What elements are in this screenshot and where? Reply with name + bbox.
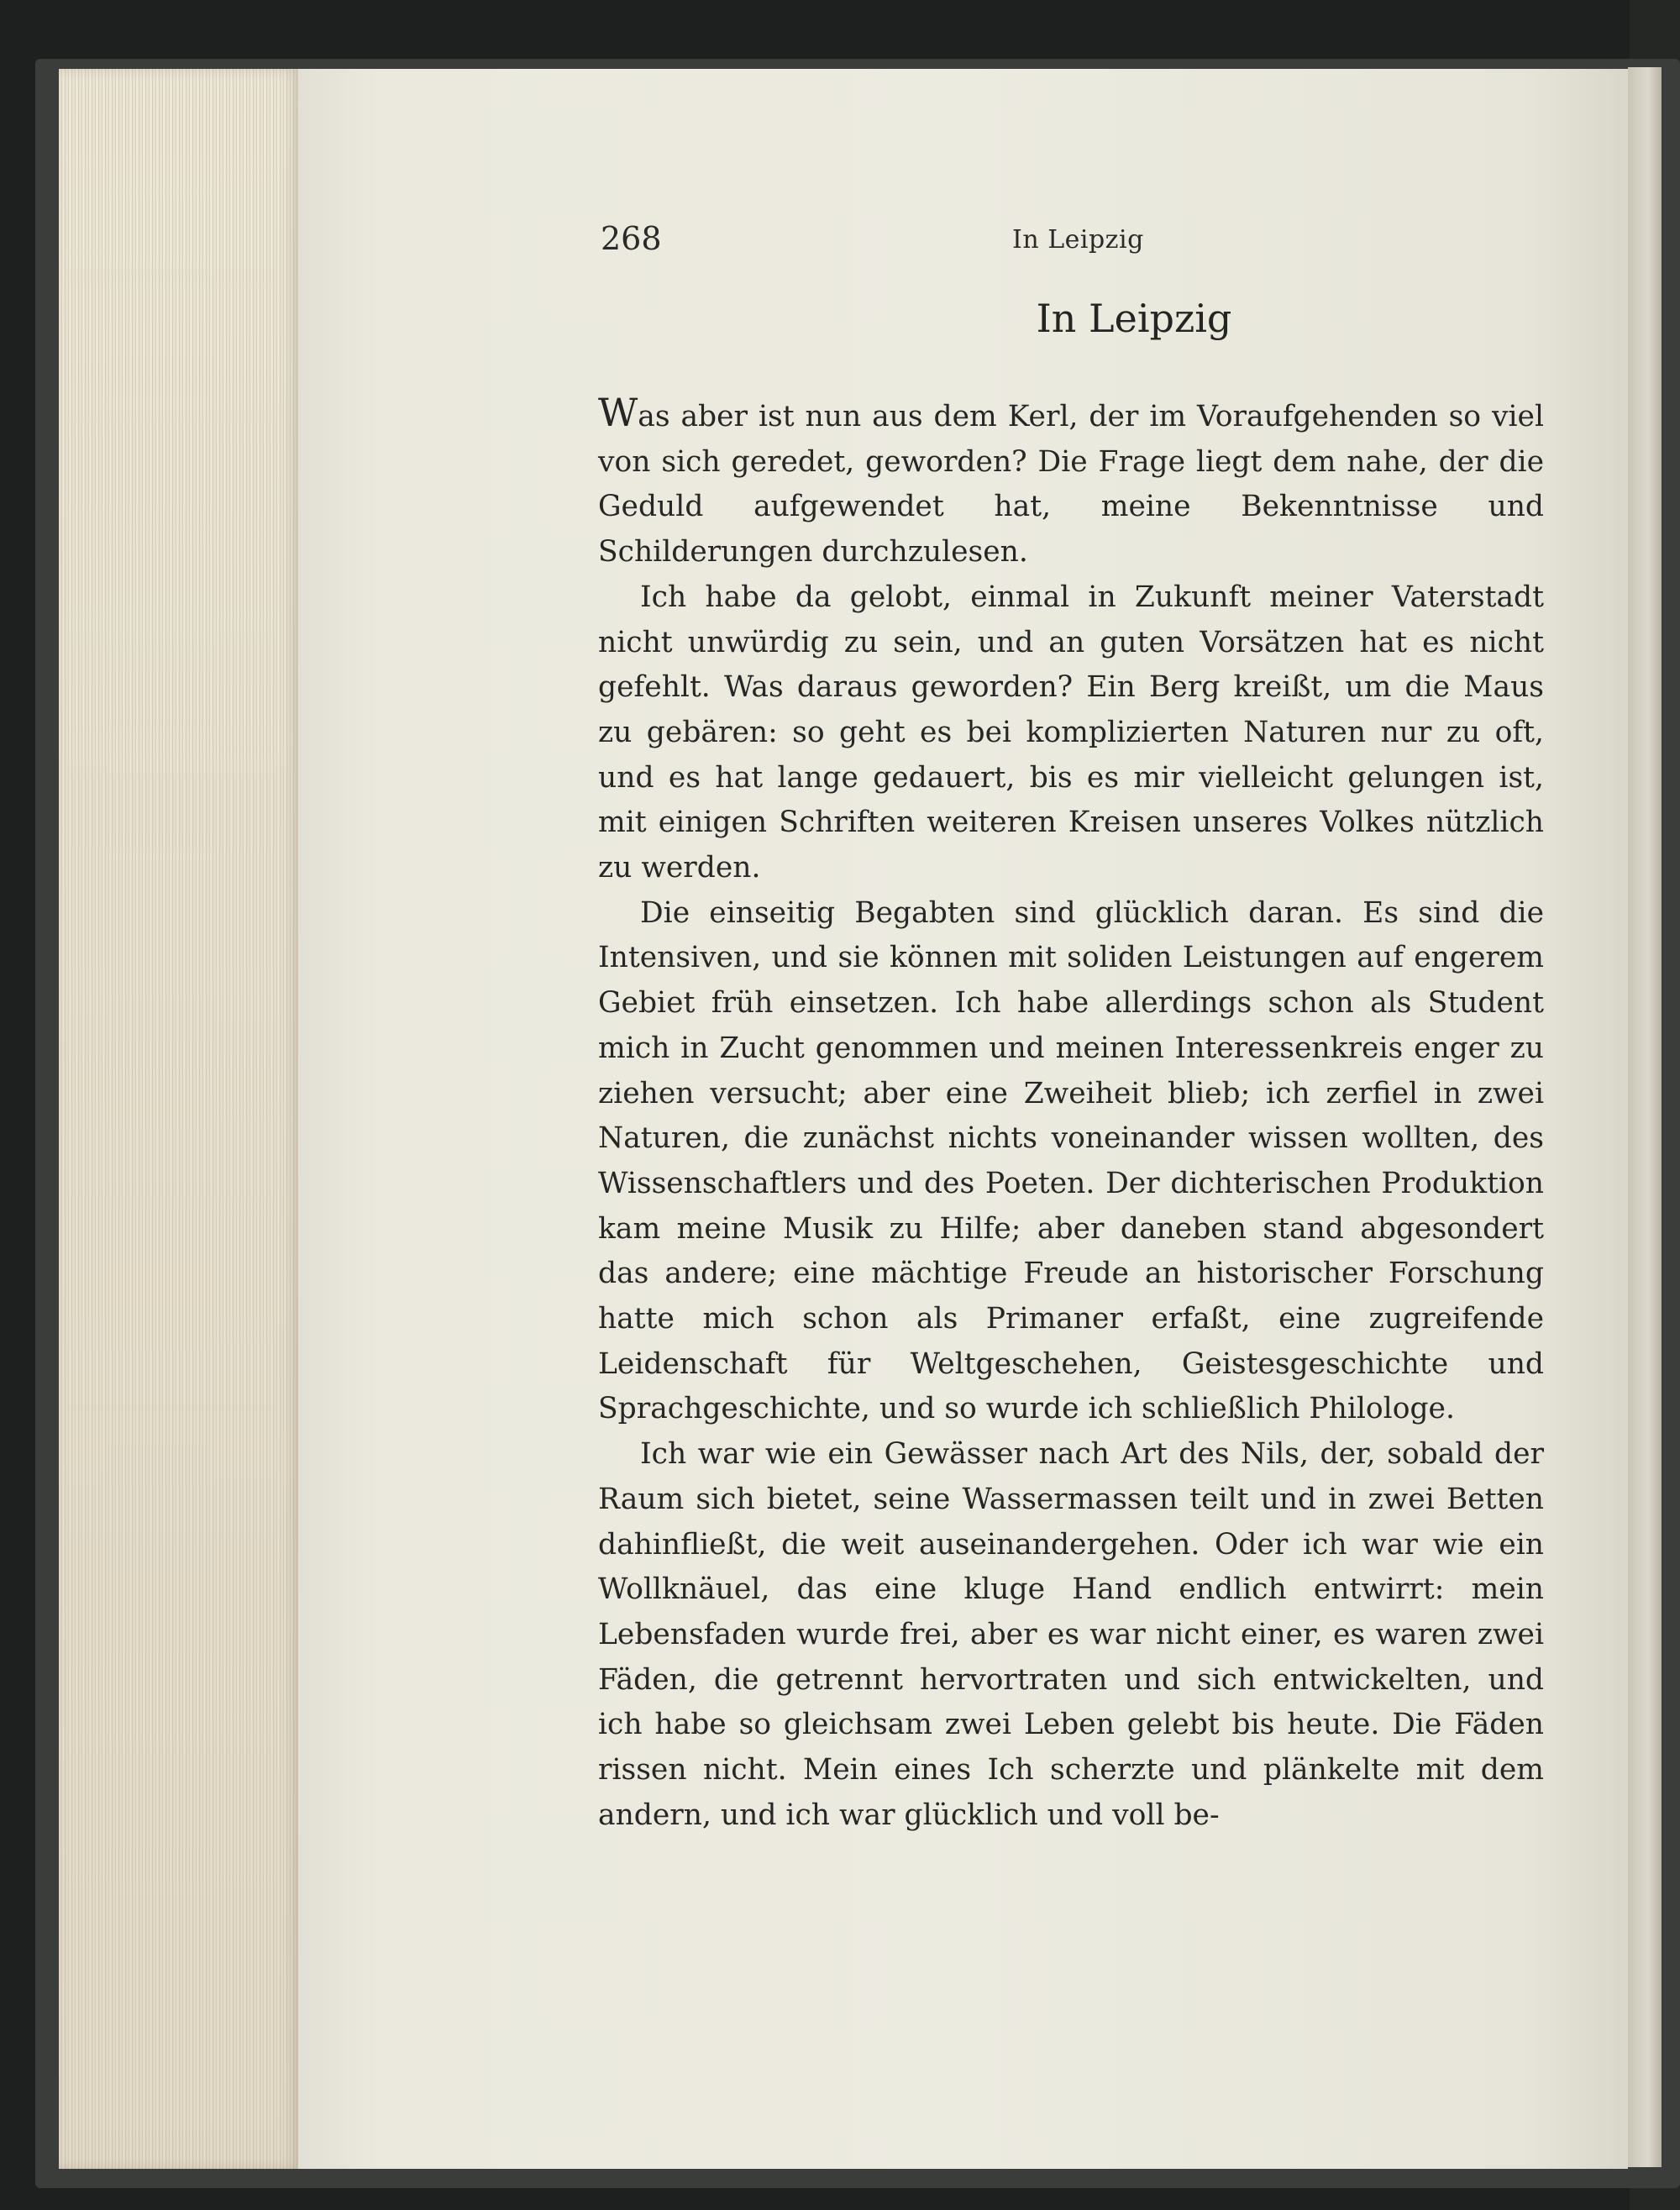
chapter-title: In Leipzig [1036, 296, 1232, 341]
paragraph-1-text: as aber ist nun aus dem Kerl, der im Voraufgehenden so viel von sich geredet, geworden? Die Frage liegt dem nahe, der die Geduld aufgewendet hat, meine Bekenntnisse und Schilderungen durchzulesen. [598, 400, 1544, 570]
page-block-edges [59, 69, 298, 2169]
running-head [601, 220, 1533, 262]
facing-page-edge [1628, 67, 1662, 2167]
paragraph-1 [598, 390, 1544, 575]
page-number: 268 [601, 220, 662, 257]
paragraph-4: Ich war wie ein Gewässer nach Art des Nils, der, sobald der Raum sich bietet, seine Wassermassen teilt und in zwei Betten dahinfließt, die weit auseinandergehen. Oder ich war wie ein Wollknäuel, das eine kluge Hand endlich entwirrt: mein Lebensfaden wurde frei, aber es war nicht einer, es waren zwei Fäden, die getrennt hervortraten und sich entwickelten, und ich habe so gleichsam zwei Leben gelebt bis heute. Die Fäden rissen nicht. Mein eines Ich scherzte und plänkelte mit dem andern, und ich war glücklich und voll be- [598, 1437, 1544, 1832]
running-title: In Leipzig [1012, 225, 1144, 255]
paragraph-2: Ich habe da gelobt, einmal in Zukunft meiner Vaterstadt nicht unwürdig zu sein, und an guten Vorsätzen hat es nicht gefehlt. Was daraus geworden? Ein Berg kreißt, um die Maus zu gebären: so geht es bei komplizierten Naturen nur zu oft, und es hat lange gedauert, bis es mir vielleicht gelungen ist, mit einigen Schriften weiteren Kreisen unseres Volkes nützlich zu werden. [598, 580, 1544, 885]
paragraph-3: Die einseitig Begabten sind glücklich daran. Es sind die Intensiven, und sie können mit soliden Leistungen auf engerem Gebiet früh einsetzen. Ich habe allerdings schon als Student mich in Zucht genommen und meinen Interessenkreis enger zu ziehen versucht; aber eine Zweiheit blieb; ich zerfiel in zwei Naturen, die zunächst nichts voneinander wissen wollten, des Wissenschaftlers und des Poeten. Der dichterischen Produktion kam meine Musik zu Hilfe; aber daneben stand abgesondert das andere; eine mächtige Freude an historischer Forschung hatte mich schon als Primaner erfaßt, eine zugreifende Leidenschaft für Weltgeschehen, Geistesgeschichte und Sprachgeschichte, und so wurde ich schließlich Philologe. [598, 895, 1544, 1426]
initial-letter: W [598, 390, 638, 435]
body-text [598, 390, 1544, 1839]
